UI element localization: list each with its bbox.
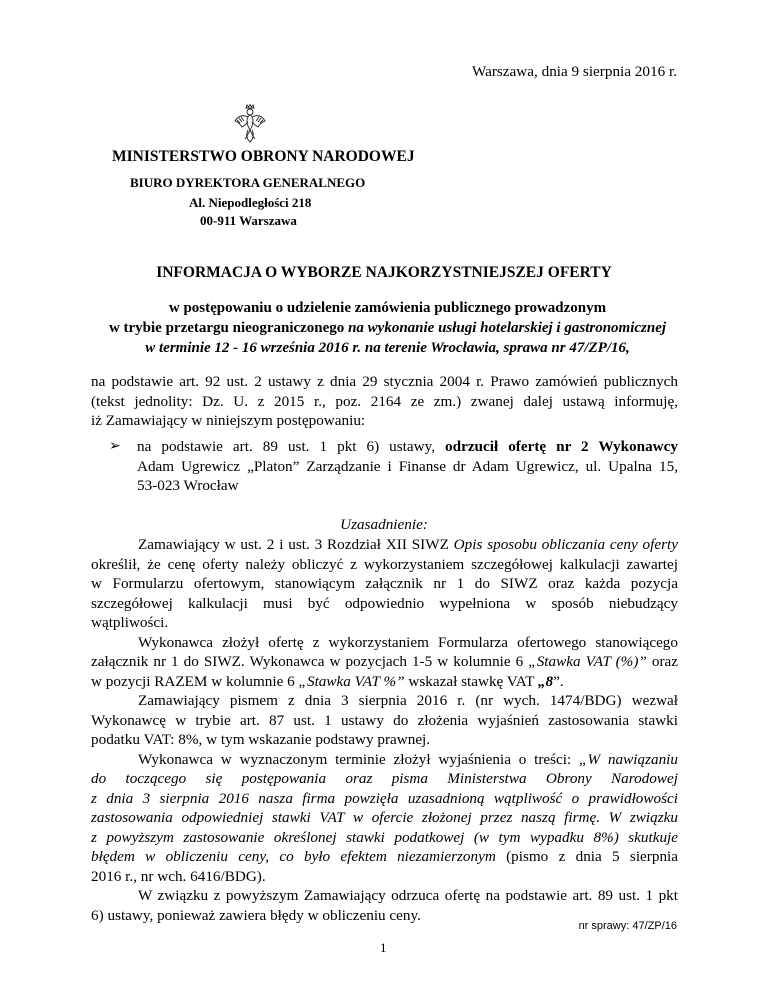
p4-line-5 xyxy=(91,828,678,848)
p3-line-3: podatku VAT: 8%, w tym wskazanie podstawy prawnej. xyxy=(91,731,431,748)
page-number: 1 xyxy=(380,940,387,955)
bullet-line-1-bold: odrzucił ofertę nr 2 Wykonawcy xyxy=(445,438,678,455)
p4-line-5-italic: z powyższym zastosowanie określonej stawki podatkowej (w tym wypadku 8%) skutkuje xyxy=(91,828,678,846)
p3-line-2: Wykonawcę w trybie art. 87 ust. 1 ustawy do złożenia wyjaśnień zastosowania stawki xyxy=(91,711,678,729)
bullet-line-2: Adam Ugrewicz „Platon” Zarządzanie i Finanse dr Adam Ugrewicz, ul. Upalna 15, xyxy=(137,457,678,475)
p2-line-2-end: oraz xyxy=(646,653,678,670)
p4-line-6-normal: (pismo z dnia 5 sierpnia xyxy=(495,848,679,865)
p4-line-3 xyxy=(91,789,678,809)
subtitle-line-2 xyxy=(95,318,680,338)
p2-line-2 xyxy=(91,652,678,672)
p4-line-1 xyxy=(91,750,678,770)
arrow-bullet-icon: ➢ xyxy=(109,438,121,454)
p4-line-1-italic: „W nawiązaniu xyxy=(579,750,678,768)
document-date: Warszawa, dnia 9 sierpnia 2016 r. xyxy=(471,63,677,80)
p2-line-2-normal: załącznik nr 1 do SIWZ. Wykonawca w pozycjach 1-5 w kolumnie 6 xyxy=(91,653,529,670)
document-subtitle xyxy=(95,298,680,358)
p1-line-1-italic: Opis sposobu obliczania ceny oferty xyxy=(453,536,678,553)
intro-paragraph xyxy=(91,372,678,431)
intro-line-3: iż Zamawiający w niniejszym postępowaniu: xyxy=(91,412,366,429)
p4-line-6-italic: błędem w obliczeniu ceny, co było efektem niezamierzonym xyxy=(91,848,496,865)
p1-line-5: wątpliwości. xyxy=(91,614,169,631)
office-name: BIURO DYREKTORA GENERALNEGO xyxy=(130,175,366,190)
case-number-note: nr sprawy: 47/ZP/16 xyxy=(578,920,677,932)
p1-line-4: szczegółowej kalkulacji musi być odpowiednio wypełniona w sposób niebudzący xyxy=(91,594,678,612)
p1-line-3: w Formularzu ofertowym, stanowiącym załącznik nr 1 do SIWZ oraz każda pozycja xyxy=(91,575,678,592)
p2-line-2-italic: „Stawka VAT (%)” xyxy=(528,653,647,670)
bullet-line-3: 53-023 Wrocław xyxy=(137,477,239,494)
p4-line-3-italic: z dnia 3 sierpnia 2016 nasza firma powzięła uzasadnioną wątpliwość o prawidłowości xyxy=(91,789,678,807)
p4-line-2 xyxy=(91,769,678,789)
p4-line-4 xyxy=(91,808,678,828)
address-city: 00-911 Warszawa xyxy=(200,213,297,228)
p2-line-3 xyxy=(91,672,678,692)
p4-line-7: 2016 r., nr wch. 6416/BDG). xyxy=(91,867,266,885)
p4-line-1-normal: Wykonawca w wyznaczonym terminie złożył wyjaśnienia o treści: xyxy=(138,750,580,768)
intro-line-1: na podstawie art. 92 ust. 2 ustawy z dnia 29 stycznia 2004 r. Prawo zamówień publicznych xyxy=(91,373,678,390)
p1-line-1-normal: Zamawiający w ust. 2 i ust. 3 Rozdział XII SIWZ xyxy=(138,536,454,553)
subtitle-line-3 xyxy=(95,338,680,358)
document-title: INFORMACJA O WYBORZE NAJKORZYSTNIEJSZEJ OFERTY xyxy=(156,264,612,281)
bullet-line-1 xyxy=(137,437,678,457)
subtitle-line-3-italic: w terminie 12 - 16 września 2016 r. na terenie Wrocławia, sprawa nr 47/ZP/16, xyxy=(145,340,630,356)
p2-line-3-mid: wskazał stawkę VAT xyxy=(404,672,538,690)
p1-line-1 xyxy=(91,535,678,555)
p4-line-6 xyxy=(91,847,678,867)
subtitle-line-2-normal: w trybie przetargu nieograniczonego xyxy=(108,320,349,336)
intro-line-2: (tekst jednolity: Dz. U. z 2015 r., poz. 2164 ze zm.) zwanej dalej ustawą informuję, xyxy=(91,392,678,410)
p2-line-3-normal: w pozycji RAZEM w kolumnie 6 xyxy=(91,672,299,690)
p1-line-2: określił, że cenę oferty należy obliczyć z wykorzystaniem szczegółowej kalkulacji zawartej xyxy=(91,555,678,573)
subtitle-line-1: w postępowaniu o udzielenie zamówienia publicznego prowadzonym xyxy=(168,300,607,316)
p2-line-3-italic: „Stawka VAT %” xyxy=(298,672,405,690)
subtitle-line-2-italic: na wykonanie usługi hotelarskiej i gastronomicznej xyxy=(348,320,667,336)
p2-line-3-bold: „8 xyxy=(537,672,554,690)
p5-line-1: W związku z powyższym Zamawiający odrzuca ofertę na podstawie art. 89 ust. 1 pkt xyxy=(138,887,678,904)
justification-body xyxy=(91,535,678,925)
justification-label: Uzasadnienie: xyxy=(340,516,428,533)
polish-eagle-emblem xyxy=(234,104,266,144)
p4-line-4-italic: zastosowania odpowiedniej stawki VAT w ofercie złożonej przez naszą firmę. W związku xyxy=(91,809,678,826)
rejection-bullet xyxy=(137,437,678,496)
p5-line-2: 6) ustawy, ponieważ zawiera błędy w obliczeniu ceny. xyxy=(91,906,421,924)
p4-line-2-italic: do toczącego się postępowania oraz pisma Ministerstwa Obrony Narodowej xyxy=(91,770,678,787)
bullet-line-1-normal: na podstawie art. 89 ust. 1 pkt 6) ustawy, xyxy=(137,438,446,455)
p2-line-1: Wykonawca złożył ofertę z wykorzystaniem Formularza ofertowego stanowiącego xyxy=(138,633,678,651)
address-street: Al. Niepodległości 218 xyxy=(189,195,312,210)
ministry-name: MINISTERSTWO OBRONY NARODOWEJ xyxy=(112,148,415,165)
p3-line-1: Zamawiający pismem z dnia 3 sierpnia 2016 r. (nr wych. 1474/BDG) wezwał xyxy=(138,692,678,709)
p2-line-3-end: ”. xyxy=(553,672,564,690)
